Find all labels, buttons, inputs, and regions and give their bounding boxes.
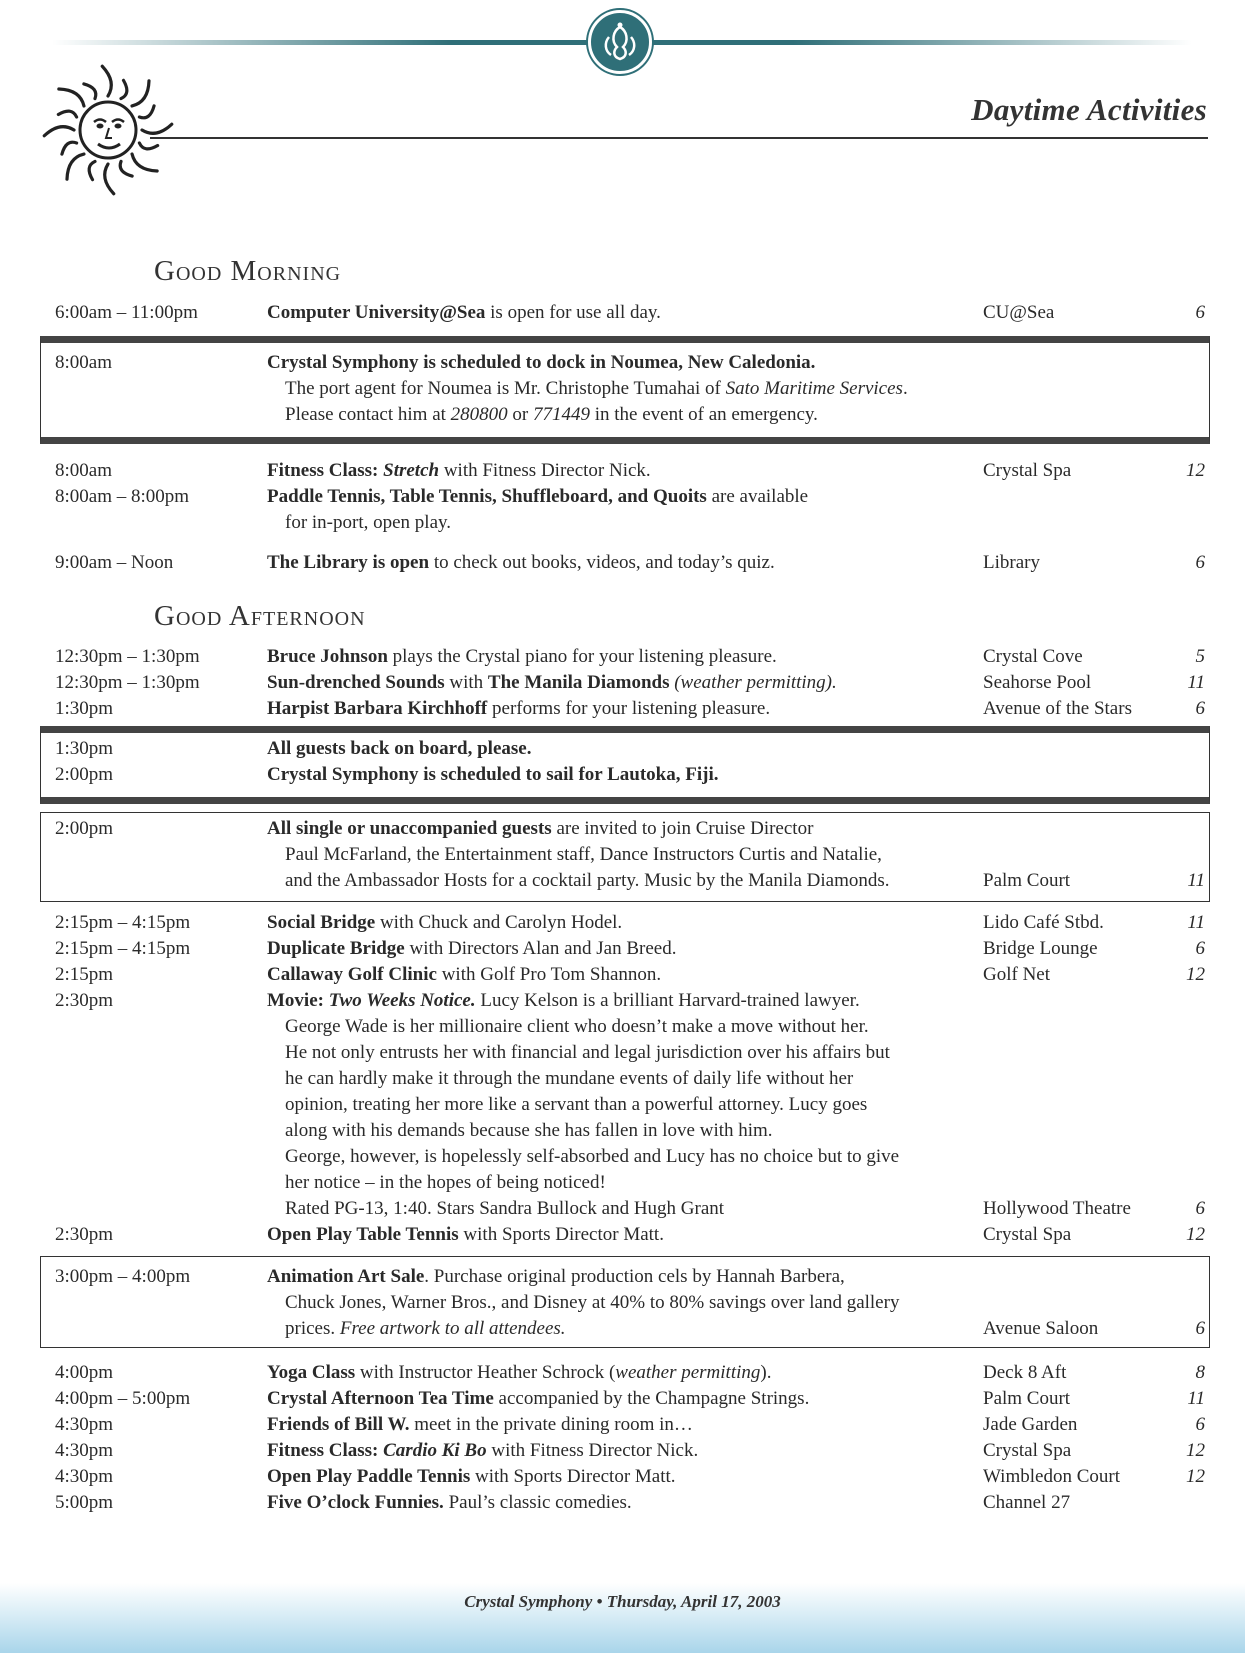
- deck-number: 6: [1195, 938, 1205, 959]
- event-description: Five O’clock Funnies. Paul’s classic comedies.: [267, 1492, 632, 1513]
- sun-ray: [84, 84, 96, 99]
- list-item: [55, 644, 1205, 670]
- movie-synopsis-line: her notice – in the hopes of being noticed!: [285, 1172, 606, 1193]
- list-item: [55, 484, 1205, 510]
- list-item: [55, 550, 1205, 576]
- list-item: [55, 1316, 1205, 1342]
- event-location: Crystal Spa: [983, 1224, 1072, 1245]
- deck-number: 12: [1186, 1224, 1205, 1245]
- deck-number: 5: [1195, 646, 1205, 667]
- list-item: [55, 1360, 1205, 1386]
- event-location: Lido Café Stbd.: [983, 912, 1104, 933]
- list-item: [55, 402, 1205, 428]
- event-description: Callaway Golf Clinic with Golf Pro Tom Shannon.: [267, 964, 662, 985]
- event-description: Social Bridge with Chuck and Carolyn Hodel.: [267, 912, 623, 933]
- list-item: [55, 1222, 1205, 1248]
- page-title: Daytime Activities: [971, 92, 1207, 127]
- deck-number: 12: [1186, 1440, 1205, 1461]
- event-description: Crystal Symphony is scheduled to sail for Lautoka, Fiji.: [267, 764, 719, 785]
- sun-ray: [59, 89, 84, 106]
- event-description: Movie: Two Weeks Notice. Lucy Kelson is a brilliant Harvard-trained lawyer.: [267, 990, 860, 1011]
- event-description: Sun-drenched Sounds with The Manila Diamonds (weather permitting).: [267, 672, 837, 693]
- event-time: 8:00am: [55, 460, 112, 481]
- event-description: The port agent for Noumea is Mr. Christophe Tumahai of Sato Maritime Services.: [285, 378, 908, 399]
- event-description: Fitness Class: Cardio Ki Bo with Fitness Director Nick.: [267, 1440, 699, 1461]
- event-description: Duplicate Bridge with Directors Alan and Jan Breed.: [267, 938, 677, 959]
- event-description: for in-port, open play.: [285, 512, 452, 533]
- event-description: Friends of Bill W. meet in the private dining room in…: [267, 1414, 693, 1435]
- sun-ray: [105, 164, 114, 194]
- list-item: [55, 1118, 1205, 1144]
- event-description: Chuck Jones, Warner Bros., and Disney at 40% to 80% savings over land gallery: [285, 1292, 900, 1313]
- movie-synopsis-line: along with his demands because she has fallen in love with him.: [285, 1120, 773, 1141]
- list-item: [55, 762, 1205, 788]
- list-item: [55, 1092, 1205, 1118]
- list-item: [55, 1412, 1205, 1438]
- movie-synopsis-line: George, however, is hopelessly self-absorbed and Lucy has no choice but to give: [285, 1146, 900, 1167]
- list-item: [55, 842, 1205, 868]
- event-time: 6:00am – 11:00pm: [55, 302, 198, 323]
- list-item: [55, 1066, 1205, 1092]
- event-location: Crystal Spa: [983, 460, 1072, 481]
- event-description: prices. Free artwork to all attendees.: [285, 1318, 566, 1339]
- list-item: [55, 1144, 1205, 1170]
- event-location: Golf Net: [983, 964, 1051, 985]
- event-description: Animation Art Sale. Purchase original production cels by Hannah Barbera,: [267, 1266, 845, 1287]
- event-time: 4:00pm – 5:00pm: [55, 1388, 191, 1409]
- list-item: [55, 458, 1205, 484]
- list-item: [55, 936, 1205, 962]
- list-item: [55, 1386, 1205, 1412]
- event-time: 12:30pm – 1:30pm: [55, 646, 200, 667]
- list-item: [55, 1170, 1205, 1196]
- movie-synopsis-line: he can hardly make it through the mundane events of daily life without her: [285, 1068, 854, 1089]
- list-item: [55, 510, 1205, 536]
- deck-number: 11: [1187, 870, 1205, 891]
- event-location: Bridge Lounge: [983, 938, 1098, 959]
- deck-number: 6: [1195, 1198, 1205, 1219]
- deck-number: 12: [1186, 1466, 1205, 1487]
- event-description: Fitness Class: Stretch with Fitness Director Nick.: [267, 460, 651, 481]
- event-time: 8:00am: [55, 352, 112, 373]
- movie-synopsis-line: opinion, treating her more like a servant than a powerful attorney. Lucy goes: [285, 1094, 868, 1115]
- event-description: All guests back on board, please.: [267, 738, 532, 759]
- event-time: 1:30pm: [55, 738, 114, 759]
- list-item: [55, 350, 1205, 376]
- event-time: 3:00pm – 4:00pm: [55, 1266, 191, 1287]
- event-description: Crystal Symphony is scheduled to dock in Noumea, New Caledonia.: [267, 352, 816, 373]
- event-location: CU@Sea: [983, 302, 1055, 323]
- list-item: [55, 1464, 1205, 1490]
- title-rule: [150, 137, 1208, 139]
- event-location: Hollywood Theatre: [983, 1198, 1131, 1219]
- sun-ray: [89, 161, 95, 179]
- sun-ray: [58, 111, 76, 117]
- list-item: [55, 376, 1205, 402]
- section-heading-morning: Good Morning: [154, 255, 342, 287]
- sun-ray: [142, 124, 172, 133]
- list-item: [55, 1196, 1205, 1222]
- event-time: 2:15pm – 4:15pm: [55, 938, 191, 959]
- deck-number: 12: [1186, 460, 1205, 481]
- list-item: [55, 1290, 1205, 1316]
- list-item: [55, 868, 1205, 894]
- event-time: 2:15pm – 4:15pm: [55, 912, 191, 933]
- deck-number: 12: [1186, 964, 1205, 985]
- deck-number: 6: [1195, 1318, 1205, 1339]
- sun-ray: [120, 161, 132, 176]
- deck-number: 11: [1187, 912, 1205, 933]
- event-location: Wimbledon Court: [983, 1466, 1120, 1487]
- event-location: Palm Court: [983, 1388, 1071, 1409]
- movie-synopsis-line: George Wade is her millionaire client who doesn’t make a move without her.: [285, 1016, 869, 1037]
- deck-number: 6: [1195, 552, 1205, 573]
- event-description: Open Play Paddle Tennis with Sports Director Matt.: [267, 1466, 676, 1487]
- movie-rating: Rated PG-13, 1:40. Stars Sandra Bullock and Hugh Grant: [285, 1198, 725, 1219]
- event-description: Open Play Table Tennis with Sports Director Matt.: [267, 1224, 664, 1245]
- event-description: The Library is open to check out books, videos, and today’s quiz.: [267, 552, 775, 573]
- sun-ray: [139, 106, 154, 118]
- deck-number: 11: [1187, 672, 1205, 693]
- event-time: 2:00pm: [55, 818, 114, 839]
- event-location: Avenue Saloon: [983, 1318, 1099, 1339]
- event-description: Please contact him at 280800 or 771449 in the event of an emergency.: [285, 404, 818, 425]
- sun-ray: [102, 66, 111, 96]
- list-item: [55, 1040, 1205, 1066]
- event-location: Palm Court: [983, 870, 1071, 891]
- event-time: 4:30pm: [55, 1414, 114, 1435]
- event-description: Computer University@Sea is open for use all day.: [267, 302, 661, 323]
- event-time: 2:00pm: [55, 764, 114, 785]
- sun-face-icon: [40, 58, 180, 208]
- seahorse-emblem-icon: [588, 10, 652, 74]
- event-description: All single or unaccompanied guests are invited to join Cruise Director: [267, 818, 814, 839]
- event-time: 8:00am – 8:00pm: [55, 486, 190, 507]
- event-location: Crystal Spa: [983, 1440, 1072, 1461]
- sun-ray: [67, 154, 84, 179]
- event-time: 4:00pm: [55, 1362, 114, 1383]
- list-item: [55, 1014, 1205, 1040]
- event-description: Yoga Class with Instructor Heather Schrock (weather permitting).: [267, 1362, 772, 1383]
- event-time: 2:30pm: [55, 1224, 114, 1245]
- list-item: [55, 736, 1205, 762]
- event-time: 12:30pm – 1:30pm: [55, 672, 200, 693]
- list-item: [55, 962, 1205, 988]
- section-heading-afternoon: Good Afternoon: [154, 600, 366, 632]
- list-item: [55, 1264, 1205, 1290]
- list-item: [55, 1490, 1205, 1516]
- event-time: 4:30pm: [55, 1466, 114, 1487]
- sun-ray: [132, 81, 149, 106]
- list-item: [55, 696, 1205, 722]
- deck-number: 6: [1195, 698, 1205, 719]
- deck-number: 6: [1195, 302, 1205, 323]
- sun-ray: [139, 143, 157, 149]
- list-item: [55, 910, 1205, 936]
- sun-ray: [62, 142, 77, 154]
- event-location: Library: [983, 552, 1040, 573]
- event-description: Crystal Afternoon Tea Time accompanied by the Champagne Strings.: [267, 1388, 810, 1409]
- event-location: Deck 8 Aft: [983, 1362, 1067, 1383]
- event-description: Bruce Johnson plays the Crystal piano for your listening pleasure.: [267, 646, 777, 667]
- list-item: [55, 1438, 1205, 1464]
- deck-number: 11: [1187, 1388, 1205, 1409]
- event-location: Jade Garden: [983, 1414, 1078, 1435]
- list-item: [55, 670, 1205, 696]
- event-time: 1:30pm: [55, 698, 114, 719]
- sun-ray: [132, 154, 157, 171]
- event-time: 2:30pm: [55, 990, 114, 1011]
- sun-ray: [44, 127, 74, 136]
- event-location: Seahorse Pool: [983, 672, 1092, 693]
- event-time: 4:30pm: [55, 1440, 114, 1461]
- event-time: 2:15pm: [55, 964, 114, 985]
- event-description: and the Ambassador Hosts for a cocktail party. Music by the Manila Diamonds.: [285, 870, 890, 891]
- footer-text: Crystal Symphony • Thursday, April 17, 2003: [464, 1592, 781, 1611]
- event-location: Channel 27: [983, 1492, 1071, 1513]
- deck-number: 6: [1195, 1414, 1205, 1435]
- event-description: Paddle Tennis, Table Tennis, Shuffleboard, and Quoits are available: [267, 486, 809, 507]
- list-item: [55, 988, 1205, 1014]
- list-item: [55, 816, 1205, 842]
- movie-synopsis-line: He not only entrusts her with financial and legal jurisdiction over his affairs but: [285, 1042, 890, 1063]
- list-item: [55, 300, 1205, 326]
- event-location: Crystal Cove: [983, 646, 1083, 667]
- event-time: 9:00am – Noon: [55, 552, 174, 573]
- event-description: Harpist Barbara Kirchhoff performs for your listening pleasure.: [267, 698, 771, 719]
- sun-ray: [121, 80, 127, 98]
- event-description: Paul McFarland, the Entertainment staff, Dance Instructors Curtis and Natalie,: [285, 844, 882, 865]
- event-time: 5:00pm: [55, 1492, 114, 1513]
- deck-number: 8: [1195, 1362, 1205, 1383]
- event-location: Avenue of the Stars: [983, 698, 1132, 719]
